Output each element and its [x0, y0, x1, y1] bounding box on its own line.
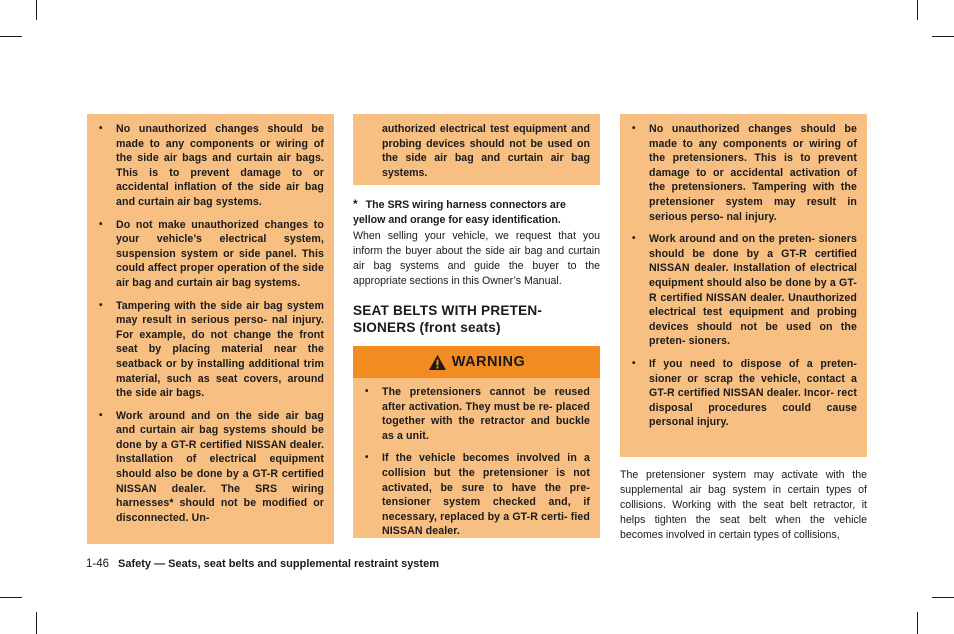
crop-mark — [932, 597, 954, 598]
warning-list — [97, 122, 324, 525]
crop-mark — [36, 0, 37, 20]
footnote — [353, 197, 600, 228]
crop-mark — [36, 612, 37, 634]
bullet: • — [99, 123, 103, 134]
crop-mark — [917, 0, 918, 20]
page-footer — [86, 558, 439, 570]
bullet: • — [632, 233, 636, 245]
list-item: • No unauthorized changes should be made to any components or wiring of the pretensioners. This is to prevent damage to or accidental activation of the pretensioners. Tampering with the pretensioner system may result in serious perso- nal injury. — [632, 123, 857, 223]
list-item: • If you need to dispose of a preten- sioner or scrap the vehicle, contact a GT-R certified NISSAN dealer. Incor- rect disposal procedures could cause personal injury. — [632, 357, 857, 429]
list-item: • Tampering with the side air bag system may result in serious perso- nal injury. For example, do not change the front seat by placing material near the seatback or by installing additional trim material, such as seat covers, around the side air bags. — [99, 299, 324, 400]
section-heading: SEAT BELTS WITH PRETEN- SIONERS (front seats) — [353, 303, 543, 335]
crop-mark — [917, 612, 918, 634]
bullet: • — [365, 452, 369, 464]
footnote-text: The SRS wiring harness connectors are yellow and orange for easy identification. — [353, 199, 566, 226]
crop-mark — [0, 597, 22, 598]
footnote-mark: * — [353, 197, 358, 211]
list-item: • No unauthorized changes should be made to any components or wiring of the side air bags and curtain air bags. This is to prevent damage to or accidental inflation of the side air bag and curtain air bag systems. — [99, 123, 324, 208]
warning-label: WARNING — [451, 354, 526, 370]
right-column — [620, 114, 867, 543]
list-item: • Work around and on the side air bag and curtain air bag systems should be done by a GT-R certified NISSAN dealer. Installation of electrical equipment should also be done by a GT-R certified NISSAN dealer. The SRS wiring harnesses* should not be modified or disconnected. Un- — [99, 409, 324, 524]
middle-column — [353, 114, 600, 538]
list-item: • Do not make unauthorized changes to your vehicle’s electrical system, suspension system or side panel. This could affect proper operation of the side air bag and curtain air bag systems. — [99, 218, 324, 289]
warning-box — [87, 114, 334, 544]
bullet: • — [632, 123, 636, 134]
warning-triangle-icon — [428, 354, 447, 371]
paragraph: The pretensioner system may activate with the supplemental air bag system in certain types of collisions. Working with the seat belt retractor, it helps tighten the seat belt when the vehicle becomes involved in certain types of collisions, — [620, 469, 867, 541]
warning-box — [620, 114, 867, 457]
section-title: Safety — Seats, seat belts and supplemental restraint system — [118, 558, 439, 570]
list-item: • Work around and on the preten- sioners should be done by a GT-R certified NISSAN dealer. Installation of electrical equipment should also be done by a GT-R certified NISSAN dealer. Unauthorized electrical test equipment and probing devices should not be used on the preten- sioners. — [632, 233, 857, 348]
crop-mark — [0, 36, 22, 37]
warning-box — [353, 378, 600, 538]
bullet: • — [365, 386, 369, 397]
bullet: • — [99, 409, 103, 421]
paragraph: When selling your vehicle, we request that you inform the buyer about the side air bag and curtain air bag systems and guide the buyer to the appropriate sections in this Owner’s Manual. — [353, 230, 600, 287]
warning-list — [630, 122, 857, 430]
warning-header — [353, 346, 600, 378]
bullet: • — [632, 357, 636, 369]
list-item: • If the vehicle becomes involved in a collision but the pretensioner is not activated, be sure to have the pre- tensioner system checked and, if necessary, replaced by a GT-R certi- fied NISSAN dealer. — [365, 452, 590, 538]
list-item: • The pretensioners cannot be reused after activation. They must be re- placed together with the retractor and buckle as a unit. — [365, 386, 590, 442]
continued-text: authorized electrical test equipment and probing devices should not be used on the side air bag and curtain air bag systems. — [382, 123, 590, 179]
left-column — [87, 114, 334, 544]
bullet: • — [99, 218, 103, 230]
bullet: • — [99, 299, 103, 311]
page-number: 1-46 — [86, 558, 110, 570]
warning-box-continued — [353, 114, 600, 185]
warning-list — [363, 385, 590, 539]
crop-mark — [932, 36, 954, 37]
